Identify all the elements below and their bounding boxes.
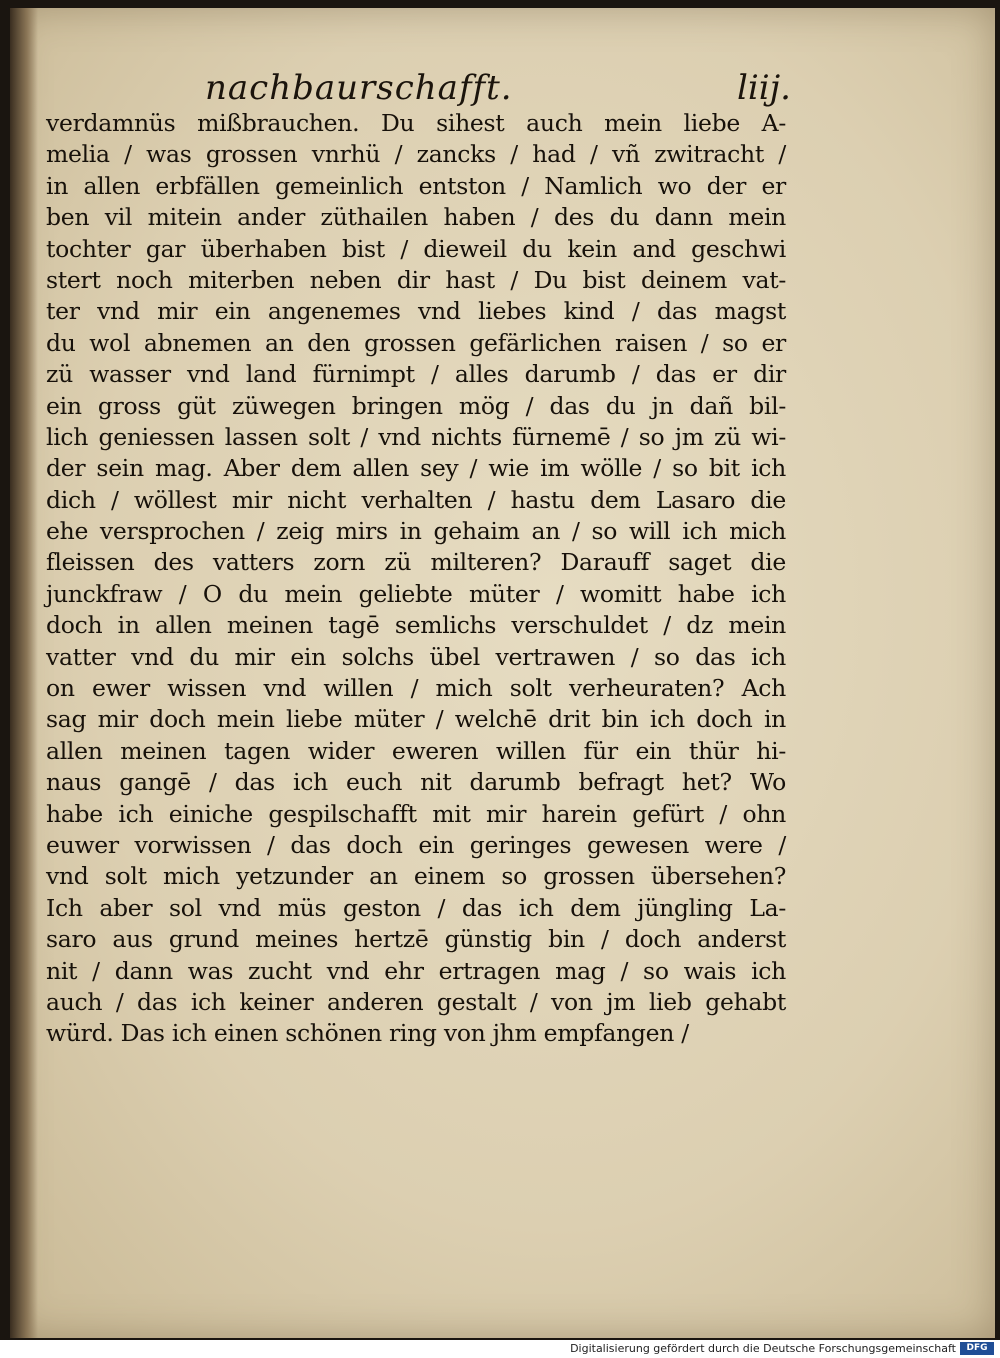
text-line: euwer vorwissen / das doch ein geringes gewesen were /	[46, 830, 786, 859]
text-line: stert noch miterben neben dir hast / Du bist deinem vat-	[46, 265, 786, 294]
text-line: dich / wöllest mir nicht verhalten / hastu dem Lasaro die	[46, 485, 786, 514]
page-gutter	[10, 8, 38, 1338]
book-page	[10, 8, 995, 1338]
text-line: lich geniessen lassen solt / vnd nichts fürnemē / so jm zü wi-	[46, 422, 786, 451]
text-line: zü wasser vnd land fürnimpt / alles darumb / das er dir	[46, 360, 786, 389]
text-line: melia / was grossen vnrhü / zancks / had / vñ zwitracht /	[46, 140, 786, 169]
text-line: junckfraw / O du mein geliebte müter / womitt habe ich	[46, 579, 786, 608]
text-line: vnd solt mich yetzunder an einem so grossen übersehen?	[46, 862, 786, 891]
text-line: doch in allen meinen tagē semlichs verschuldet / dz mein	[46, 611, 786, 640]
running-head: nachbaurschafft.	[205, 68, 513, 108]
text-line: verdamnüs mißbrauchen. Du sihest auch mein liebe A-	[46, 109, 786, 137]
text-line: Ich aber sol vnd müs geston / das ich dem jüngling La-	[46, 893, 786, 922]
text-line: naus gangē / das ich euch nit darumb befragt het? Wo	[46, 768, 786, 797]
body-text	[46, 108, 786, 1050]
text-line: ein gross güt züwegen bringen mög / das du jn dañ bil-	[46, 391, 786, 420]
text-line: würd. Das ich einen schönen ring von jhm empfangen /	[46, 1019, 689, 1048]
text-line: du wol abnemen an den grossen gefärlichen raisen / so er	[46, 328, 786, 357]
text-line: allen meinen tagen wider eweren willen für ein thür hi-	[46, 736, 786, 765]
text-line: in allen erbfällen gemeinlich entston / Namlich wo der er	[46, 171, 786, 200]
text-line: fleissen des vatters zorn zü milteren? Darauff saget die	[46, 548, 786, 577]
text-line: tochter gar überhaben bist / dieweil du kein and geschwi	[46, 234, 786, 263]
digitization-credit: Digitalisierung gefördert durch die Deutsche Forschungsgemeinschaft	[570, 1342, 956, 1355]
text-line: ben vil mitein ander züthailen haben / des du dann mein	[46, 203, 786, 232]
text-line: ter vnd mir ein angenemes vnd liebes kind / das magst	[46, 297, 786, 326]
text-line: der sein mag. Aber dem allen sey / wie im wölle / so bit ich	[46, 454, 786, 483]
text-line: sag mir doch mein liebe müter / welchē drit bin ich doch in	[46, 705, 786, 734]
dfg-logo: DFG	[960, 1342, 994, 1355]
text-line: ehe versprochen / zeig mirs in gehaim an / so will ich mich	[46, 517, 786, 546]
text-line: nit / dann was zucht vnd ehr ertragen mag / so wais ich	[46, 956, 786, 985]
text-line: habe ich einiche gespilschafft mit mir harein gefürt / ohn	[46, 799, 786, 828]
text-line: auch / das ich keiner anderen gestalt / von jm lieb gehabt	[46, 987, 786, 1016]
folio-number: liij.	[737, 68, 791, 108]
text-line: on ewer wissen vnd willen / mich solt verheuraten? Ach	[46, 674, 786, 703]
text-line: saro aus grund meines hertzē günstig bin / doch anderst	[46, 925, 786, 954]
text-line: vatter vnd du mir ein solchs übel vertrawen / so das ich	[46, 642, 786, 671]
